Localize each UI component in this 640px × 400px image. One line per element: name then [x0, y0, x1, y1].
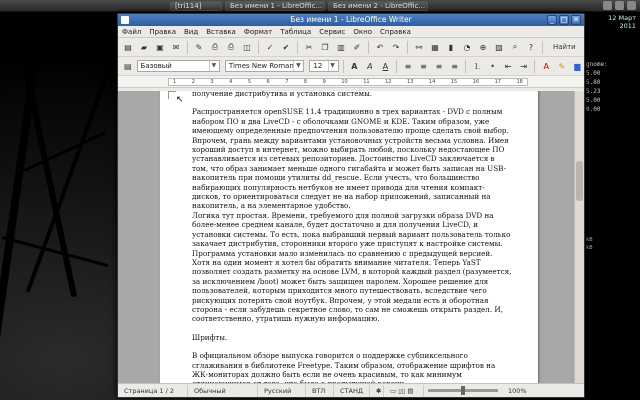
toolbar-separator [187, 41, 188, 54]
monitor-line: 5.80 [586, 79, 601, 86]
paragraph[interactable]: Распространяется openSUSE 11.4 традиционно в трех вариантах - DVD с полным набором ПО и два LiveCD - с оболочками GNOME и KDE. Таким образом, уже имеющему определенные предпочтения пользователю проще сделать свой выбор. [192, 107, 509, 136]
toolbar-separator [407, 41, 408, 54]
tree-branch [1, 236, 108, 267]
power-icon[interactable] [627, 1, 636, 10]
ruler-tick: 10 [341, 79, 348, 85]
panel-task[interactable]: [tri114] [170, 1, 222, 11]
ruler-tick: 9 [322, 79, 326, 85]
highlight-icon[interactable]: ✎ [558, 61, 566, 71]
email-icon[interactable]: ✉ [172, 42, 180, 52]
window-titlebar[interactable] [118, 14, 584, 26]
page-margin-mark [168, 91, 176, 99]
ruler-tick: 13 [407, 79, 414, 85]
edit-icon[interactable]: ✎ [195, 42, 203, 52]
selection-mode[interactable]: СТАНД [334, 385, 370, 397]
toolbar-separator [396, 60, 397, 73]
writer-app-icon[interactable] [121, 16, 129, 24]
monitor-line: kB [586, 237, 593, 243]
window-controls [547, 15, 581, 25]
font-color-icon[interactable]: A [543, 61, 549, 71]
menu-tools[interactable]: Сервис [319, 27, 346, 36]
ruler-tick: 1 [173, 79, 177, 85]
paragraph[interactable]: Логика тут простая. Времени, требуемого для полной загрузки образа DVD на более-менее среднем канале, будет достаточно и для получения LiveCD, и установки системы. То есть, пока выбравший первый вариант пользователь только закачает дистрибутив, сторонники второго уже приступят к настройке системы. [192, 210, 511, 249]
paste-icon[interactable]: ▥ [337, 42, 345, 52]
paragraph[interactable]: Программа установки мало изменилась по сравнению с предыдущей версией. Хотя на один момент я хотел бы обратить внимание читателя. Теперь YaST позволяет создать разметку на основе LVM, в которой каждый раздел (разумеется, за исключением /boot) может быть защищен паролем. Хорошее решение для пользователей, которым приходится много путешествовать, вследствие чего рискующих потерять свой ноутбук. Впрочем, у этой медали есть и оборотная сторона - если забудешь секретное слово, то сам не сможешь открыть раздел. И, соответственно, утратишь нужную информацию. [192, 248, 512, 324]
toolbar-separator [297, 41, 298, 54]
ruler-tick: 17 [494, 79, 501, 85]
spellcheck-icon[interactable]: ✓ [266, 42, 274, 52]
italic-icon[interactable]: A [367, 61, 373, 71]
navigator-icon[interactable]: ⊕ [479, 42, 487, 52]
increase-indent-icon[interactable]: ⇥ [520, 61, 528, 71]
gallery-icon[interactable]: ▨ [495, 42, 503, 52]
chevron-down-icon: ▼ [328, 61, 337, 71]
status-bar [118, 383, 585, 397]
zoom-icon[interactable]: ⌕ [512, 42, 518, 51]
decrease-indent-icon[interactable]: ⇤ [504, 61, 512, 71]
background-color-icon[interactable]: ▆ [574, 61, 581, 71]
find-button[interactable]: Найти [553, 43, 576, 51]
font-size-select[interactable] [309, 60, 338, 72]
horizontal-ruler[interactable] [118, 76, 584, 88]
maximize-button[interactable]: □ [560, 16, 568, 24]
ruler-tick: 8 [303, 79, 308, 85]
open-icon[interactable]: ▰ [140, 42, 148, 52]
bold-icon[interactable]: A [351, 61, 358, 71]
ruler-tick: 15 [450, 79, 458, 85]
numbering-icon[interactable]: ⒈ [473, 61, 482, 71]
menu-window[interactable]: Окно [353, 27, 373, 36]
styles-icon[interactable]: ▤ [123, 61, 132, 71]
menu-insert[interactable]: Вставка [206, 27, 236, 36]
undo-icon[interactable]: ↶ [376, 42, 384, 52]
ruler-tick: 5 [247, 79, 251, 85]
new-document-icon[interactable]: ▤ [124, 42, 132, 52]
paragraph-style-select[interactable] [137, 60, 220, 72]
paragraph[interactable]: получение дистрибутива и установка системы. [192, 91, 373, 98]
system-monitor-widget-2 [586, 236, 640, 356]
toolbar-separator [368, 41, 369, 54]
monitor-line: 5.00 [586, 70, 601, 77]
standard-toolbar [118, 38, 584, 57]
paragraph-gap [192, 324, 512, 333]
document-text[interactable] [192, 91, 512, 385]
ruler-tick: 7 [285, 79, 289, 85]
formatting-toolbar [118, 57, 584, 76]
system-monitor-widget [586, 60, 640, 210]
menu-edit[interactable]: Правка [149, 27, 176, 36]
top-panel [0, 0, 640, 12]
paragraph-gap [192, 342, 512, 351]
print-icon[interactable]: ⎙ [227, 42, 235, 51]
toolbar-separator [542, 41, 543, 54]
clock[interactable]: 12 Март 2011 [608, 14, 636, 30]
draw-functions-icon[interactable]: ◔ [463, 42, 471, 52]
font-size-value: 12 [313, 62, 323, 70]
monitor-line: gnome: [586, 61, 608, 68]
monitor-line: 5.23 [586, 88, 601, 95]
panel-task-writer-1[interactable]: Без имени 1 - LibreOffic... [225, 1, 325, 11]
panel-task-writer-2[interactable]: Без имени 2 - LibreOffic... [328, 1, 428, 11]
align-left-icon[interactable]: ≡ [404, 61, 412, 71]
paragraph-style-value: Базовый [140, 62, 172, 70]
vertical-scrollbar[interactable] [574, 91, 584, 385]
ruler-tick: 14 [428, 79, 436, 85]
zoom-slider[interactable] [428, 389, 498, 392]
network-icon[interactable] [603, 1, 612, 10]
window-title: Без имени 1 - LibreOffice Writer [290, 15, 412, 24]
paragraph[interactable]: Впрочем, грань между вариантами установочных устройств весьма условна. Имея хороший доступ в интернет, можно выбирать любой, поскольку недостающее ПО устанавливается из сетевых репозиториев. Достоинство LiveCD заключается в том, что образ занимает меньше одного гигабайта и может быть записан на USB-накопитель при помощи утилиты dd_rescue. Если учесть, что большинство набирающих популярность нетбуков не имеет привода для чтения компакт-дисков, то ориентироваться следует не на набор приложений, записанный на накопитель, а на элементарное удобство. [192, 135, 509, 211]
justify-icon[interactable]: ≡ [451, 61, 458, 71]
ruler-tick: 2 [191, 79, 195, 85]
cut-icon[interactable]: ✂ [305, 42, 313, 52]
menu-table[interactable]: Таблица [280, 27, 312, 36]
align-center-icon[interactable]: ≡ [420, 61, 427, 71]
menu-bar [118, 26, 584, 38]
monitor-line: 0.00 [586, 106, 601, 113]
menu-file[interactable]: Файл [122, 27, 142, 36]
ruler-tick: 11 [363, 79, 370, 85]
page-style[interactable]: Обычный [188, 385, 258, 397]
ruler-tick: 3 [210, 79, 214, 85]
writer-window [117, 13, 585, 398]
paragraph[interactable]: В официальном обзоре выпуска говорится о поддержке субпиксельного сглаживания в библиотеке Freetype. Таким образом, отображение шрифтов на ЖК-мониторах должно быть если не очень красивым, то как минимум [192, 351, 496, 379]
paragraph-gap [192, 98, 512, 107]
ruler-tick: 4 [229, 79, 233, 85]
system-tray [603, 1, 636, 10]
redo-icon[interactable]: ↷ [392, 42, 400, 52]
font-name-select[interactable] [225, 60, 304, 72]
ruler-ticks [173, 79, 523, 85]
ruler-tick: 16 [472, 79, 480, 85]
toolbar-separator [465, 60, 466, 73]
tree-branch [24, 131, 107, 172]
hyperlink-icon[interactable]: ⚯ [415, 42, 423, 52]
mouse-cursor-icon: ↖ [176, 95, 184, 105]
language[interactable]: Русский [258, 385, 306, 397]
toolbar-separator [343, 60, 344, 73]
table-icon[interactable]: ▦ [431, 42, 439, 52]
export-pdf-icon[interactable]: ⎙ [211, 42, 219, 51]
document-area[interactable] [118, 91, 576, 385]
page-indicator[interactable]: Страница 1 / 2 [118, 385, 188, 397]
volume-icon[interactable] [615, 1, 624, 10]
chevron-down-icon: ▼ [209, 61, 218, 71]
section-heading[interactable]: Шрифты. [192, 332, 228, 342]
font-name-value: Times New Roman [228, 62, 294, 70]
document-modified-icon: ✱ [370, 385, 384, 397]
toolbar-separator [534, 60, 535, 73]
zoom-slider-thumb[interactable] [461, 386, 465, 395]
align-right-icon[interactable]: ≡ [435, 61, 443, 71]
print-preview-icon[interactable]: ◫ [243, 42, 251, 52]
tree-branch [0, 21, 44, 398]
ruler-tick: 6 [266, 79, 270, 85]
ruler-tick: 12 [385, 79, 392, 85]
bullets-icon[interactable]: • [490, 61, 495, 71]
ruler-tick: 18 [516, 79, 523, 85]
insert-mode[interactable]: ВТЛ [306, 385, 334, 397]
copy-icon[interactable]: ❐ [321, 42, 329, 52]
autocheck-icon[interactable]: ✔ [282, 42, 290, 52]
chevron-down-icon: ▼ [293, 61, 302, 71]
document-page[interactable] [160, 91, 538, 385]
minimize-button[interactable]: _ [547, 15, 557, 25]
toolbar-separator [258, 41, 259, 54]
format-paintbrush-icon[interactable]: ✐ [353, 42, 361, 52]
chart-icon[interactable]: ▮ [448, 42, 454, 52]
help-icon[interactable]: ? [528, 42, 534, 52]
monitor-line: kB [586, 245, 593, 251]
menu-help[interactable]: Справка [380, 27, 411, 36]
menu-format[interactable]: Формат [243, 27, 273, 36]
zoom-level[interactable]: 100% [508, 386, 527, 395]
menu-view[interactable]: Вид [183, 27, 199, 36]
save-icon[interactable]: ▣ [156, 42, 164, 52]
scrollbar-thumb[interactable] [576, 161, 583, 201]
view-layout-icons[interactable]: ▭ ▯▯ ▤ [384, 385, 424, 397]
monitor-line: 5.00 [586, 97, 601, 104]
underline-icon[interactable]: A [382, 61, 389, 71]
close-button[interactable]: ✕ [571, 15, 581, 25]
